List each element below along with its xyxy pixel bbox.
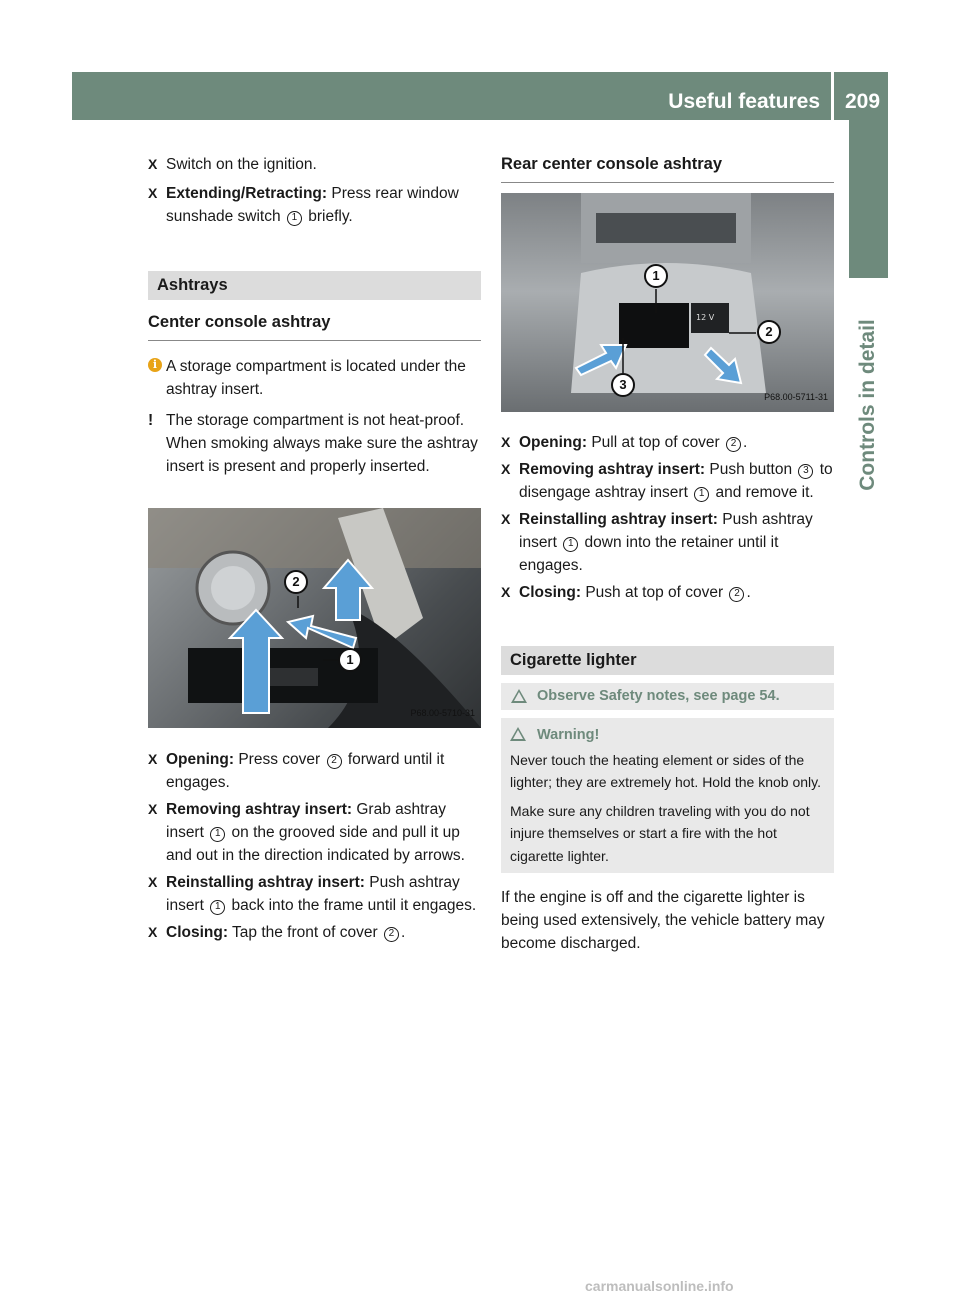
step-marker: X (148, 185, 158, 201)
side-tab-block (849, 120, 888, 278)
header-divider (831, 72, 834, 120)
section-band-cigarette-lighter: Cigarette lighter (501, 646, 834, 675)
step-label: Opening: (519, 434, 588, 451)
section-band-ashtrays: Ashtrays (148, 271, 481, 300)
caution-note-text: The storage compartment is not heat-proof. When smoking always make sure the ashtray insert is present and properly inserted. (166, 412, 478, 475)
step-text: Switch on the ignition. (166, 156, 317, 173)
callout-ref: 1 (694, 487, 709, 502)
callout-ref: 1 (287, 211, 302, 226)
callout-ref: 2 (726, 437, 741, 452)
step-label: Extending/Retracting: (166, 185, 328, 202)
step-reinstalling: X Reinstalling ashtray insert: Push ashtray insert 1 down into the retainer until it engages. (501, 511, 813, 574)
step-opening: X Opening: Pull at top of cover 2 . (501, 434, 748, 451)
step-removing: X Removing ashtray insert: Push button 3 to disengage ashtray insert 1 and remove it. (501, 461, 833, 501)
side-tab-label: Controls in detail (856, 319, 879, 491)
warning-paragraph: Never touch the heating element or sides of the lighter; they are extremely hot. Hold the knob only. (510, 751, 822, 790)
rear-console-illustration (501, 193, 834, 412)
step-ignition (148, 153, 481, 176)
step-label: Removing ashtray insert: (166, 801, 353, 818)
step-label: Reinstalling ashtray insert: (519, 511, 718, 528)
callout-ref: 2 (384, 927, 399, 942)
step-marker: X (148, 156, 158, 172)
step-opening: X Opening: Press cover 2 forward until it engages. (148, 751, 445, 791)
info-note (148, 355, 481, 401)
callout-ref: 2 (729, 587, 744, 602)
image-code: P68.00-5710-31 (410, 708, 475, 718)
step-removing: X Removing ashtray insert: Grab ashtray insert 1 on the grooved side and pull it up and out in the direction indicated by arrows. (148, 801, 465, 864)
step-closing: X Closing: Tap the front of cover 2 . (148, 924, 406, 941)
watermark: carmanualsonline.info (585, 1278, 734, 1294)
callout-ref: 1 (210, 900, 225, 915)
image-code: P68.00-5711-31 (764, 392, 828, 402)
step-text: Press rear window sunshade switch (166, 185, 459, 225)
step-label: Opening: (166, 751, 235, 768)
subheading-rear-console: Rear center console ashtray (501, 153, 834, 183)
callout-ref: 1 (210, 827, 225, 842)
chapter-title: Useful features (668, 90, 820, 113)
caution-note (148, 409, 481, 478)
page-number: 209 (845, 90, 881, 113)
step-label: Removing ashtray insert: (519, 461, 706, 478)
callout-3: 3 (611, 373, 635, 397)
side-tab (850, 285, 886, 525)
closing-paragraph: If the engine is off and the cigarette lighter is being used extensively, the vehicle battery may become discharged. (501, 889, 825, 952)
safety-notice (501, 683, 834, 710)
callout-ref: 1 (563, 537, 578, 552)
info-icon: i (148, 358, 162, 372)
left-column (148, 153, 481, 948)
right-column (501, 153, 834, 955)
center-console-photo (148, 508, 481, 728)
callout-ref: 3 (798, 464, 813, 479)
rear-console-photo (501, 193, 834, 412)
step-label: Reinstalling ashtray insert: (166, 874, 365, 891)
warning-icon (511, 689, 527, 703)
callout-2: 2 (757, 320, 781, 344)
step-label: Closing: (166, 924, 228, 941)
warning-icon (510, 727, 526, 741)
socket-label: 12 V (696, 313, 715, 322)
caution-icon: ! (148, 412, 154, 429)
warning-title: Warning! (510, 724, 826, 747)
step-label: Closing: (519, 584, 581, 601)
warning-paragraph: Make sure any children traveling with you do not injure themselves or start a fire with the hot cigarette lighter. (510, 802, 810, 864)
callout-ref: 2 (327, 754, 342, 769)
callout-1: 1 (644, 264, 668, 288)
step-reinstalling: X Reinstalling ashtray insert: Push ashtray insert 1 back into the frame until it engages. (148, 874, 477, 914)
callout-1: 1 (338, 648, 362, 672)
step-closing: X Closing: Push at top of cover 2 . (501, 584, 751, 601)
step-text: briefly. (308, 208, 353, 225)
center-console-illustration (148, 508, 481, 728)
safety-notice-text: Observe Safety notes, see page 54. (537, 688, 780, 704)
warning-box (501, 718, 834, 873)
subheading-center-console: Center console ashtray (148, 311, 481, 341)
callout-2: 2 (284, 570, 308, 594)
step-extending (148, 182, 481, 228)
info-note-text: A storage compartment is located under the ashtray insert. (166, 358, 466, 398)
